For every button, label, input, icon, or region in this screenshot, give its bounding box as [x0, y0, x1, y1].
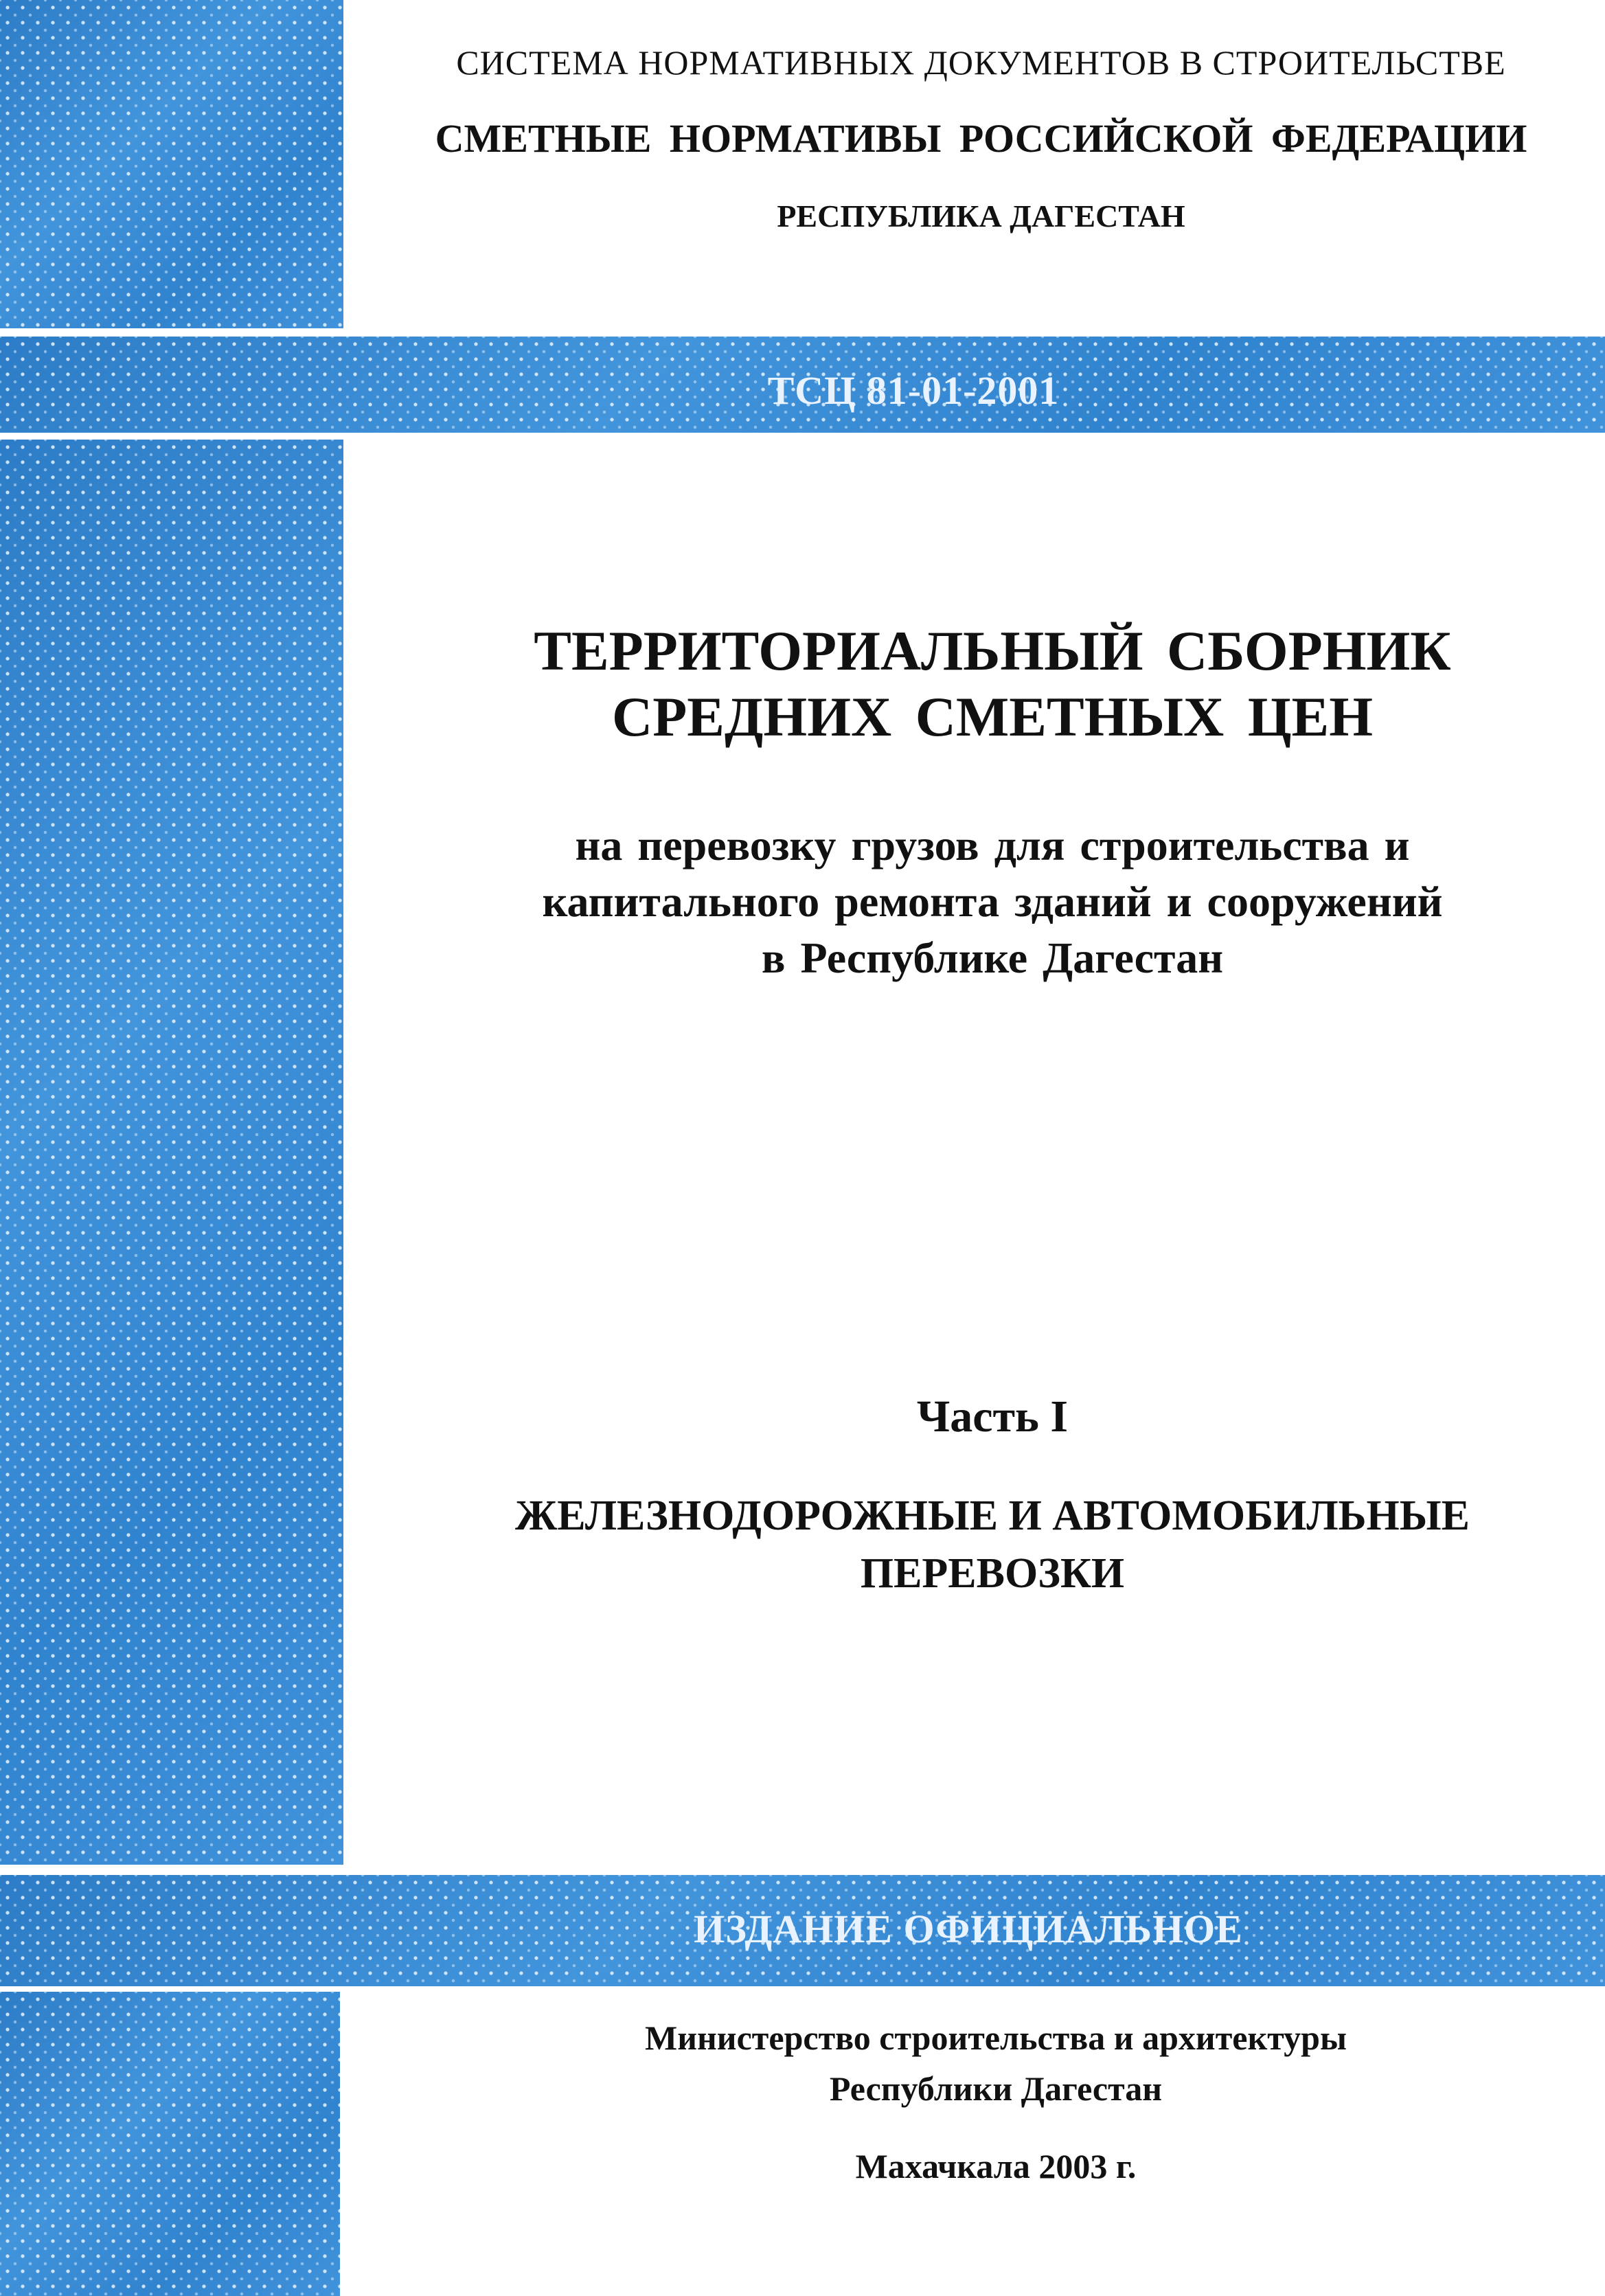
edition-label: ИЗДАНИЕ ОФИЦИАЛЬНОЕ — [694, 1907, 1243, 1951]
publisher — [481, 2012, 1511, 2114]
system-title: СИСТЕМА НОРМАТИВНЫХ ДОКУМЕНТОВ В СТРОИТЕЛЬСТВЕ — [456, 43, 1506, 82]
blue-sidebar-bottom — [0, 1992, 340, 2296]
norms-title: СМЕТНЫЕ НОРМАТИВЫ РОССИЙСКОЙ ФЕДЕРАЦИИ — [435, 116, 1527, 161]
document-code: ТСЦ 81-01-2001 — [767, 368, 1060, 413]
blue-sidebar-middle — [0, 440, 343, 1865]
part-label: Часть I — [916, 1391, 1069, 1442]
subtitle-line: на перевозку грузов для строительства и — [575, 821, 1410, 869]
subtitle — [412, 817, 1573, 986]
blue-sidebar-top — [0, 0, 343, 328]
main-title — [412, 618, 1573, 750]
part-title-line: ЖЕЛЕЗНОДОРОЖНЫЕ И АВТОМОБИЛЬНЫЕ — [515, 1492, 1470, 1539]
subtitle-line: в Республике Дагестан — [761, 933, 1224, 982]
main-title-line: СРЕДНИХ СМЕТНЫХ ЦЕН — [612, 685, 1373, 748]
part-title — [412, 1487, 1573, 1602]
republic-title: РЕСПУБЛИКА ДАГЕСТАН — [777, 198, 1185, 234]
city-year: Махачкала 2003 г. — [855, 2147, 1137, 2185]
publisher-line: Республики Дагестан — [829, 2069, 1163, 2108]
publisher-line: Министерство строительства и архитектуры — [645, 2019, 1347, 2057]
part-title-line: ПЕРЕВОЗКИ — [860, 1550, 1125, 1597]
subtitle-line: капитального ремонта зданий и сооружений — [542, 877, 1443, 926]
main-title-line: ТЕРРИТОРИАЛЬНЫЙ СБОРНИК — [534, 620, 1451, 682]
